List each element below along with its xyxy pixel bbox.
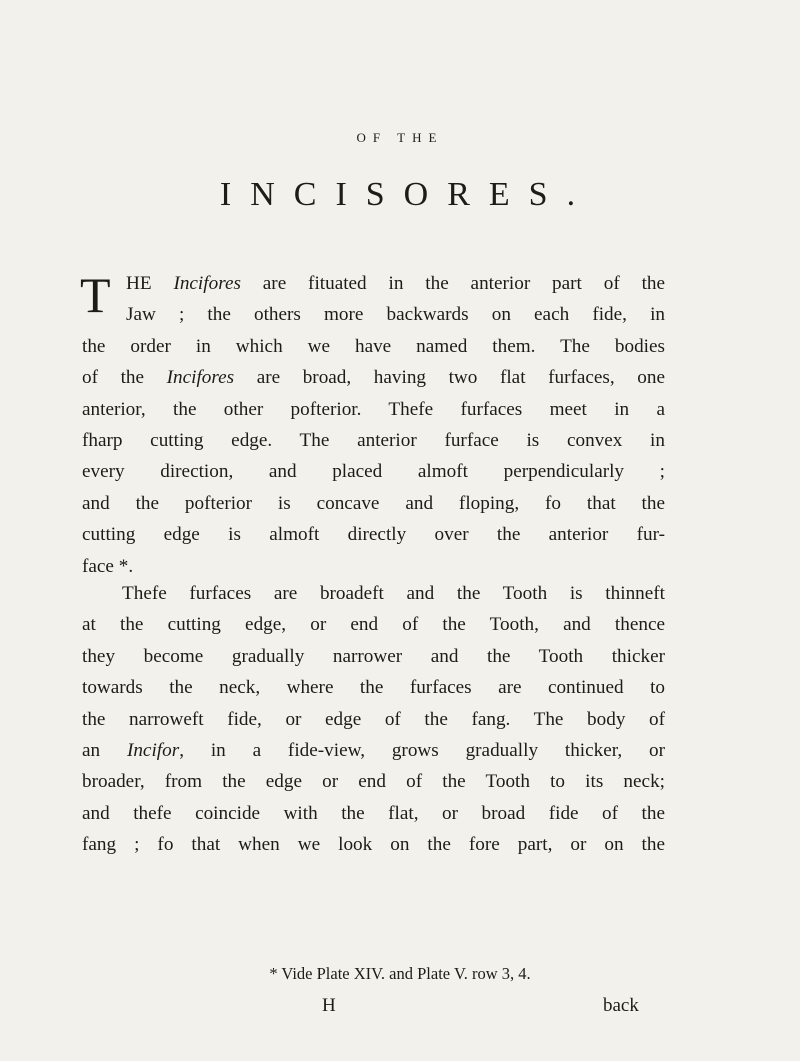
section-subheading: OF THE: [356, 130, 444, 145]
text-line: at the cutting edge, or end of the Tooth, and thence: [82, 614, 665, 636]
text-line: [82, 735, 665, 766]
text-span: are fituated in the anterior part of the: [240, 273, 666, 294]
text-span: HE: [126, 273, 174, 294]
drop-cap: T: [80, 267, 111, 323]
text-line: and the pofterior is concave and floping, fo that the: [82, 492, 665, 514]
text-line: face *.: [82, 555, 134, 577]
catchword: back: [603, 995, 639, 1016]
text-line: the order in which we have named them. The bodies: [82, 335, 665, 357]
text-line: and thefe coincide with the flat, or broad fide of the: [82, 802, 665, 824]
text-line: the narroweft fide, or edge of the fang. The body of: [82, 708, 665, 730]
text-line: anterior, the other pofterior. Thefe furfaces meet in a: [82, 398, 665, 420]
signature-mark: H: [322, 995, 336, 1016]
text-line: fharp cutting edge. The anterior furface is convex in: [82, 430, 665, 452]
text-line: every direction, and placed almoft perpendicularly ;: [82, 461, 665, 483]
text-line: fang ; fo that when we look on the fore part, or on the: [82, 834, 665, 856]
text-span: an: [82, 740, 127, 762]
chapter-title: INCISORES.: [219, 176, 595, 213]
text-line: cutting edge is almoft directly over the anterior fur-: [82, 524, 665, 546]
text-line: Jaw ; the others more backwards on each fide, in: [126, 304, 665, 326]
text-span: of the: [82, 367, 167, 389]
paragraph-2: [82, 578, 665, 861]
text-span: , in a fide-view, grows gradually thicker, or: [179, 740, 665, 762]
italic-term: Incifores: [166, 367, 235, 389]
text-line: Thefe furfaces are broadeft and the Tooth is thinneft: [122, 583, 665, 604]
text-line: towards the neck, where the furfaces are continued to: [82, 677, 665, 699]
text-line: broader, from the edge or end of the Tooth to its neck;: [82, 771, 665, 793]
italic-term: Incifores: [173, 273, 241, 294]
text-span: are broad, having two flat furfaces, one: [234, 367, 665, 389]
text-line: they become gradually narrower and the Tooth thicker: [82, 645, 665, 667]
italic-term: Incifor: [126, 740, 180, 762]
paragraph-1: [82, 268, 665, 582]
text-line: [82, 362, 665, 393]
footnote: * Vide Plate XIV. and Plate V. row 3, 4.: [269, 964, 531, 983]
